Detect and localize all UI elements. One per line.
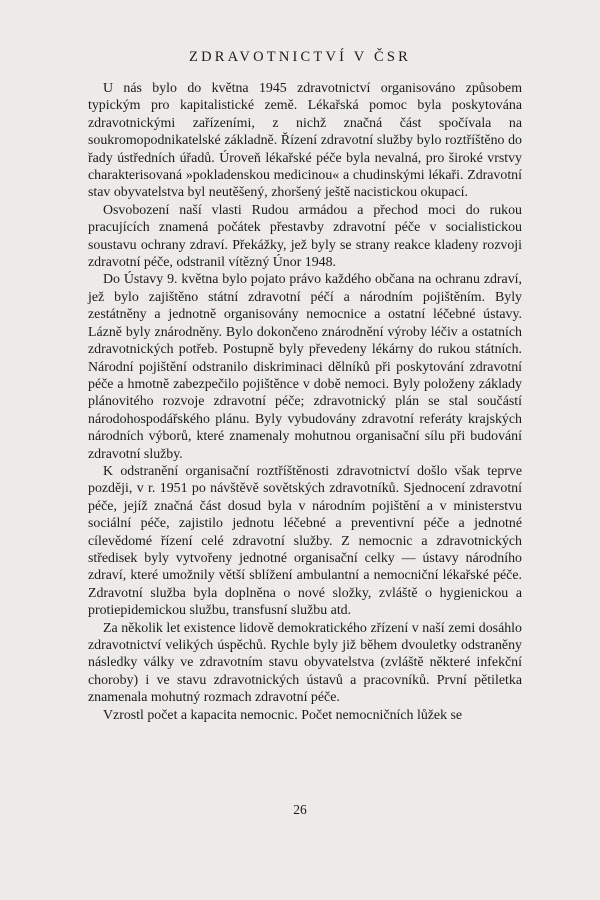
paragraph-3: Do Ústavy 9. května bylo pojato právo každého občana na ochranu zdraví, jež bylo zajištěno státní zdravotní péčí a národním pojištěním. Byly zestátněny a jednotně organisovány nemocnice a ostatní léčebné ústavy. Lázně byly znárodněny. Bylo dokončeno znárodnění výroby léčiv a ostatních zdravotnických potřeb. Postupně byly převedeny lékárny do rukou státních. Národní pojištění odstranilo diskriminaci dělníků při poskytování zdravotní péče a hmotně zabezpečilo pojištěnce v době nemoci. Byly položeny základy plánovitého rozvoje zdravotní péče; zdravotnický plán se stal součástí národohospodářského plánu. Byly vybudovány zdravotní referáty krajských národních výborů, které znamenaly mohutnou organisační sílu při budování zdravotní služby. xyxy=(88,272,522,462)
paragraph-4: K odstranění organisační roztříštěnosti zdravotnictví došlo však teprve později, v r. 1951 po návštěvě sovětských zdravotníků. Sjednocení zdravotní péče, jejíž značná část dosud byla v národním pojištění a v ministerstvu sociální péče, zajistilo jednotu léčebné a preventivní péče a jednotné cílevědomé řízení celé zdravotní služby. Z nemocnic a zdravotnických středisek byly vytvořeny jednotné organisační celky — ústavy národního zdraví, které umožnily větší sblížení ambulantní a nemocniční lékařské péče. Zdravotní služba byla doplněna o nové složky, zvláště o hygienickou a protiepidemickou službu, transfusní službu atd. xyxy=(88,463,522,619)
paragraph-1: U nás bylo do května 1945 zdravotnictví organisováno způsobem typickým pro kapitalistické země. Lékařská pomoc byla poskytována zdravotnickými zařízeními, z nichž značná část spočívala na soukromopodnikatelské základně. Řízení zdravotní služby bylo roztříštěno do řady ústředních úřadů. Úroveň lékařské péče byla nevalná, pro široké vrstvy charakterisovaná »pokladenskou medicinou« a chudinskými lékaři. Zdravotní stav obyvatelstva byl neutěšený, zhoršený ještě nacistickou okupací. xyxy=(88,81,522,201)
paragraph-2: Osvobození naší vlasti Rudou armádou a přechod moci do rukou pracujících znamená počátek přestavby zdravotní péče v socialistickou soustavu ochrany zdraví. Překážky, jež byly se strany reakce kladeny rozvoji zdravotní péče, odstranil vítězný Únor 1948. xyxy=(88,202,522,271)
paragraph-5: Za několik let existence lidově demokratického zřízení v naší zemi dosáhlo zdravotnictví velikých úspěchů. Rychle byly již během dvouletky odstraněny následky války ve zdravotním stavu obyvatelstva (zvláště některé infekční choroby) i ve stavu zdravotnických ústavů a pracovníků. První pětiletka znamenala mohutný rozmach zdravotní péče. xyxy=(88,620,522,706)
body-text xyxy=(88,80,522,724)
chapter-heading: ZDRAVOTNICTVÍ V ČSR xyxy=(189,49,411,65)
paragraph-6: Vzrostl počet a kapacita nemocnic. Počet nemocničních lůžek se xyxy=(103,707,463,723)
page-number: 26 xyxy=(293,802,307,817)
